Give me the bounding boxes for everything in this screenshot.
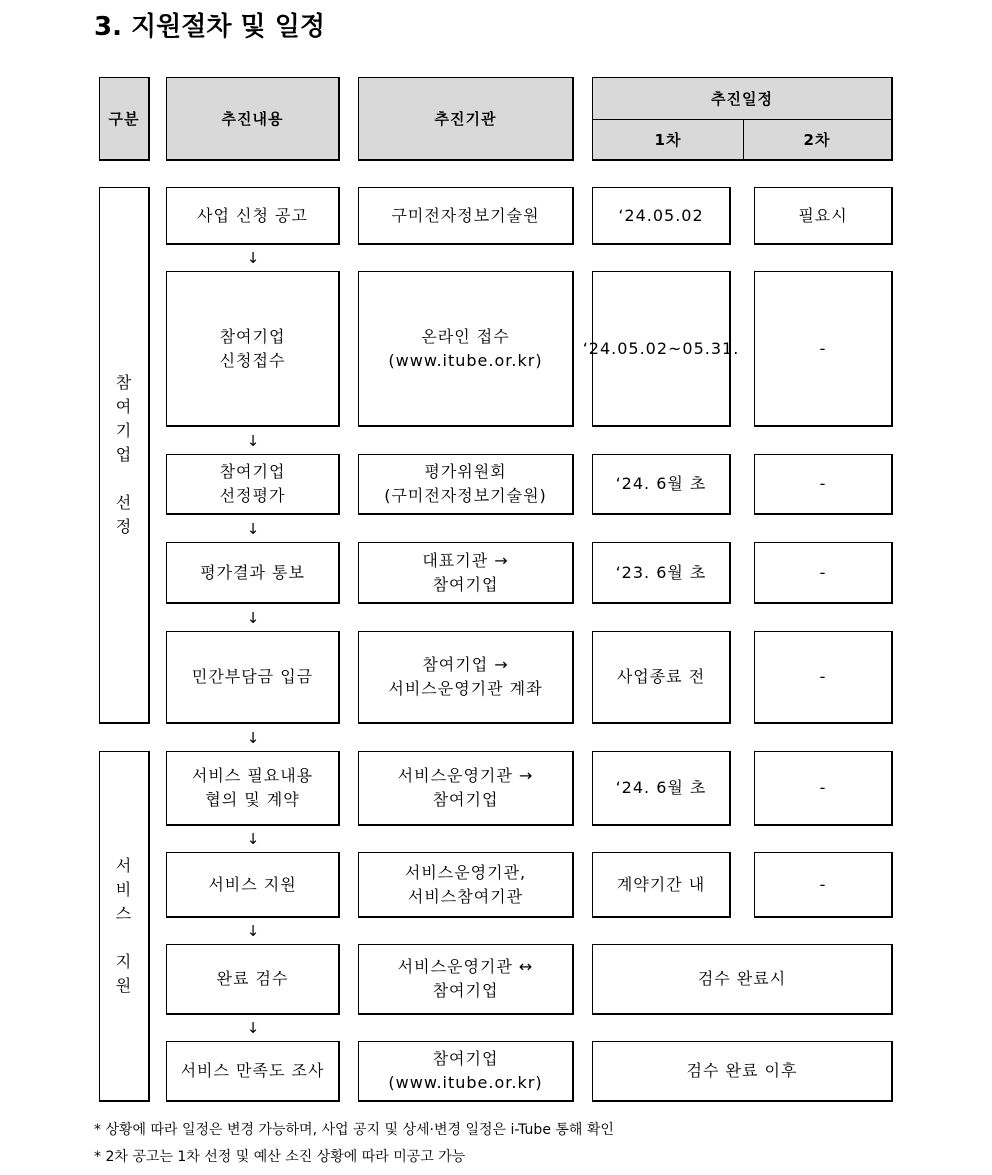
step-schedule-second [754, 751, 893, 826]
step-schedule-first-line: ‘24. 6월 초 [615, 778, 707, 797]
step-content [166, 852, 340, 918]
step-schedule-merged-line: 검수 완료 이후 [686, 1061, 798, 1080]
step-schedule-merged [592, 944, 893, 1015]
arrow-down-icon: ↓ [246, 1019, 260, 1037]
step-content-line: 서비스 만족도 조사 [180, 1061, 325, 1080]
step-org-line: (www.itube.or.kr) [388, 1073, 543, 1092]
step-content-line: 서비스 필요내용 [191, 766, 314, 785]
arrow-down-icon: ↓ [246, 249, 260, 267]
step-content-line: 완료 검수 [216, 969, 289, 988]
step-org [358, 751, 574, 826]
step-org [358, 1041, 574, 1102]
step-org-line: 참여기업 → [422, 655, 509, 674]
step-content-line: 참여기업 [219, 326, 286, 346]
header-schedule-label: 추진일정 [711, 89, 773, 108]
step-content [166, 187, 340, 245]
group-label [116, 854, 132, 998]
step-schedule-second-line: - [819, 474, 827, 493]
page-title: 3. 지원절차 및 일정 [94, 12, 325, 42]
step-content [166, 631, 340, 724]
step-schedule-second [754, 852, 893, 918]
group-label-char: 참 [115, 373, 133, 392]
step-org-line: (구미전자정보기술원) [384, 486, 547, 505]
step-content-line: 참여기업 [219, 462, 286, 481]
step-org [358, 542, 574, 604]
header-schedule [592, 77, 893, 161]
step-org-line: 서비스운영기관 → [397, 766, 534, 785]
step-schedule-second-line: - [819, 778, 827, 797]
arrow-down-icon: ↓ [246, 520, 260, 538]
step-schedule-second [754, 187, 893, 245]
step-content [166, 542, 340, 604]
step-org-line: 대표기관 → [422, 550, 509, 570]
arrow-down-icon: ↓ [246, 432, 260, 450]
note: * 상황에 따라 일정은 변경 가능하며, 사업 공지 및 상세·변경 일정은 i-Tube 통해 확인 [94, 1122, 614, 1138]
step-content-line: 민간부담금 입금 [191, 667, 314, 686]
step-schedule-first-line: ‘23. 6월 초 [615, 562, 707, 582]
header-category [99, 77, 150, 161]
group-label-char: 업 [115, 445, 133, 464]
step-content [166, 271, 340, 427]
step-org-line: 참여기업 [432, 981, 499, 1000]
step-org [358, 631, 574, 724]
group-label-char: 스 [115, 904, 133, 923]
step-content [166, 454, 340, 515]
step-org-line: 서비스운영기관, [404, 862, 527, 882]
step-schedule-second [754, 454, 893, 515]
step-schedule-first-line: ‘24.05.02~05.31. [582, 338, 740, 358]
step-schedule-first [592, 187, 731, 245]
step-org [358, 852, 574, 918]
step-org-line: (www.itube.or.kr) [388, 350, 543, 370]
step-org-line: 서비스운영기관 계좌 [388, 679, 543, 698]
group-label [116, 371, 132, 539]
arrow-down-icon: ↓ [246, 830, 260, 848]
step-schedule-first-line: ‘24. 6월 초 [615, 474, 707, 493]
step-schedule-first-line: 사업종료 전 [616, 667, 706, 686]
step-org-line: 참여기업 [432, 790, 499, 809]
step-content-line: 평가결과 통보 [200, 562, 305, 582]
step-content-line: 서비스 지원 [208, 874, 297, 894]
step-content [166, 751, 340, 826]
step-schedule-first [592, 751, 731, 826]
step-org [358, 944, 574, 1015]
step-org-line: 구미전자정보기술원 [391, 205, 540, 225]
header-content [166, 77, 340, 161]
group-participant-selection [99, 187, 150, 724]
header-first [593, 119, 744, 160]
step-schedule-merged-line: 검수 완료시 [697, 969, 787, 988]
step-org [358, 187, 574, 245]
step-content-line: 협의 및 계약 [205, 790, 300, 809]
step-content [166, 944, 340, 1015]
header-org [358, 77, 574, 161]
header-second-label: 2차 [803, 130, 831, 149]
step-schedule-first [592, 542, 731, 604]
header-second [743, 119, 891, 160]
step-schedule-first [592, 631, 731, 724]
step-org-line: 참여기업 [432, 1049, 499, 1068]
step-org-line: 서비스운영기관 ↔ [397, 957, 534, 976]
step-schedule-second-line: - [819, 874, 827, 894]
step-schedule-first-line: ‘24.05.02 [618, 205, 704, 225]
arrow-down-icon: ↓ [246, 729, 260, 747]
step-schedule-first [592, 454, 731, 515]
group-label-char: 정 [115, 517, 133, 536]
step-org-line: 온라인 접수 [421, 326, 510, 346]
group-label-char: 기 [115, 421, 133, 440]
note: * 2차 공고는 1차 선정 및 예산 소진 상황에 따라 미공고 가능 [94, 1149, 466, 1165]
step-schedule-first-line: 계약기간 내 [616, 874, 706, 894]
header-org-label: 추진기관 [434, 109, 497, 128]
group-service-support [99, 751, 150, 1102]
step-org-line: 참여기업 [432, 574, 499, 594]
step-schedule-second-line: - [819, 667, 827, 686]
step-schedule-second-line: - [819, 562, 827, 582]
step-schedule-second [754, 542, 893, 604]
group-label-char: 원 [115, 976, 133, 995]
header-content-label: 추진내용 [221, 109, 284, 128]
step-content-line: 신청접수 [219, 350, 286, 370]
step-schedule-second [754, 271, 893, 427]
group-label-char: 서 [115, 856, 133, 875]
group-label-char: 비 [115, 880, 133, 899]
arrow-down-icon: ↓ [246, 609, 260, 627]
header-category-label: 구분 [108, 109, 140, 128]
arrow-down-icon: ↓ [246, 922, 260, 940]
step-schedule-first [592, 852, 731, 918]
step-org [358, 271, 574, 427]
step-schedule-second-line: - [819, 338, 827, 358]
group-label-char: 지 [115, 952, 133, 971]
header-first-label: 1차 [654, 130, 682, 149]
step-org-line: 평가위원회 [424, 462, 507, 481]
step-schedule-first [582, 271, 740, 427]
step-org-line: 서비스참여기관 [407, 886, 524, 906]
step-content [166, 1041, 340, 1102]
step-schedule-second-line: 필요시 [798, 205, 848, 225]
step-content-line: 선정평가 [219, 486, 286, 505]
step-content-line: 사업 신청 공고 [197, 205, 308, 225]
step-org [358, 454, 574, 515]
header-schedule-title [593, 78, 891, 120]
group-label-char: 선 [115, 493, 133, 512]
step-schedule-merged [592, 1041, 893, 1102]
step-schedule-second [754, 631, 893, 724]
group-label-char: 여 [115, 397, 133, 416]
